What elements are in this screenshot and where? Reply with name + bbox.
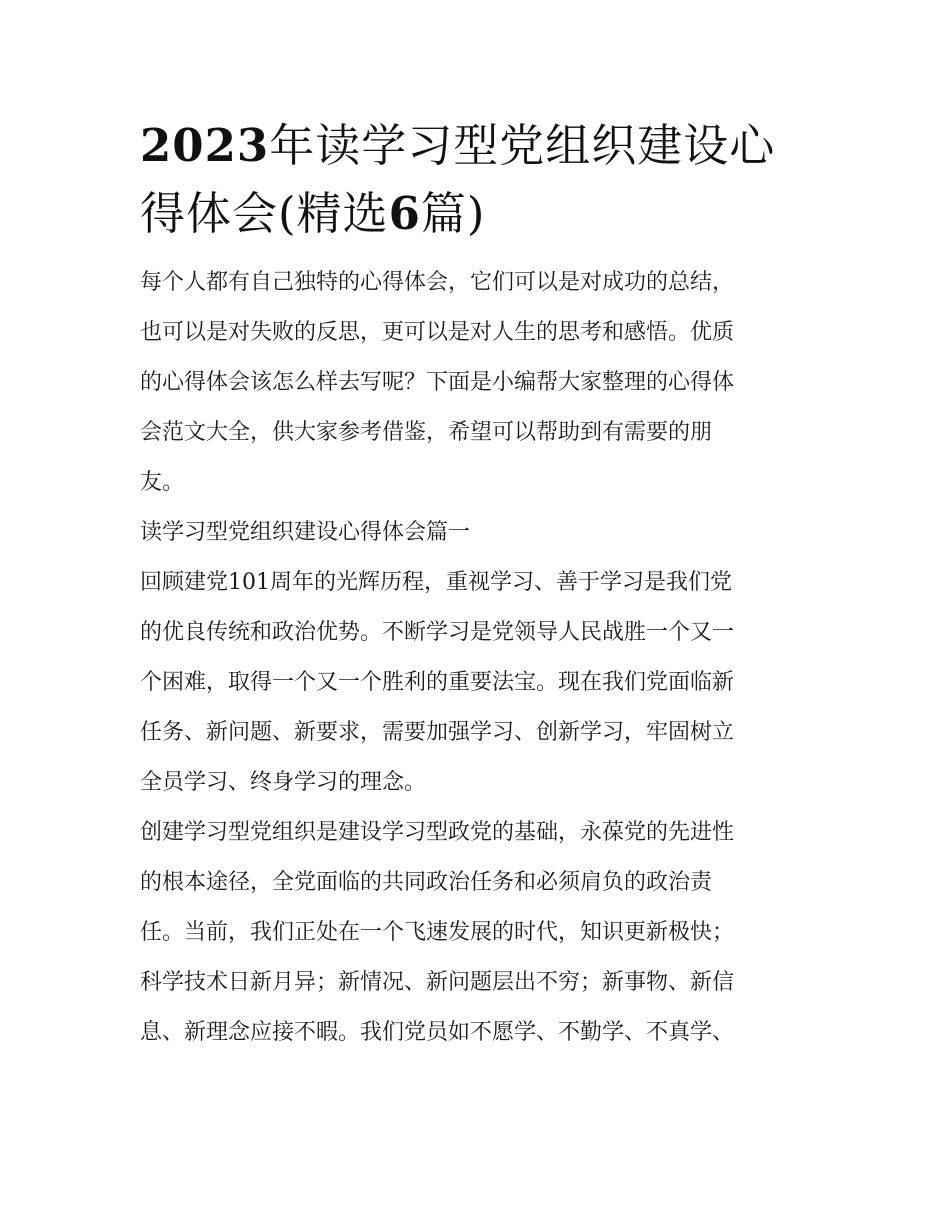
document-title — [140, 112, 815, 248]
text-line: 也可以是对失败的反思，更可以是对人生的思考和感悟。优质 — [140, 320, 735, 345]
text-line: 每个人都有自己独特的心得体会，它们可以是对成功的总结， — [140, 270, 735, 295]
intro-paragraph — [140, 258, 815, 508]
title-line — [140, 180, 815, 248]
text-line: 任务、新问题、新要求，需要加强学习、创新学习，牢固树立 — [140, 720, 735, 745]
title-line — [140, 112, 815, 180]
text-line: 的根本途径，全党面临的共同政治任务和必须肩负的政治责 — [140, 870, 713, 895]
text-line: 创建学习型党组织是建设学习型政党的基础，永葆党的先进性 — [140, 820, 735, 845]
text-line: 的心得体会该怎么样去写呢？下面是小编帮大家整理的心得体 — [140, 370, 735, 395]
body-paragraph-1 — [140, 558, 815, 808]
text-line: 回顾建党101周年的光辉历程，重视学习、善于学习是我们党 — [140, 570, 732, 595]
text-line: 读学习型党组织建设心得体会篇一 — [140, 520, 471, 545]
title-line-2-b: 篇) — [420, 187, 486, 240]
text-line: 科学技术日新月异；新情况、新问题层出不穷；新事物、新信 — [140, 970, 735, 995]
text-line: 息、新理念应接不暇。我们党员如不愿学、不勤学、不真学、 — [140, 1020, 735, 1045]
document-body — [140, 112, 815, 1058]
text-line: 全员学习、终身学习的理念。 — [140, 770, 427, 795]
title-count: 6 — [388, 187, 421, 240]
text-line: 会范文大全，供大家参考借鉴，希望可以帮助到有需要的朋 — [140, 420, 713, 445]
title-year: 2023 — [140, 119, 270, 172]
text-line: 的优良传统和政治优势。不断学习是党领导人民战胜一个又一 — [140, 620, 735, 645]
title-spacer — [140, 248, 815, 258]
body-paragraph-2 — [140, 808, 815, 1058]
section-heading — [140, 508, 815, 558]
title-line-1-rest: 年读学习型党组织建设心 — [269, 119, 776, 172]
text-line: 个困难，取得一个又一个胜利的重要法宝。现在我们党面临新 — [140, 670, 735, 695]
text-line: 任。当前，我们正处在一个飞速发展的时代，知识更新极快； — [140, 920, 735, 945]
text-line: 友。 — [140, 470, 185, 495]
title-line-2-a: 得体会(精选 — [140, 187, 389, 240]
